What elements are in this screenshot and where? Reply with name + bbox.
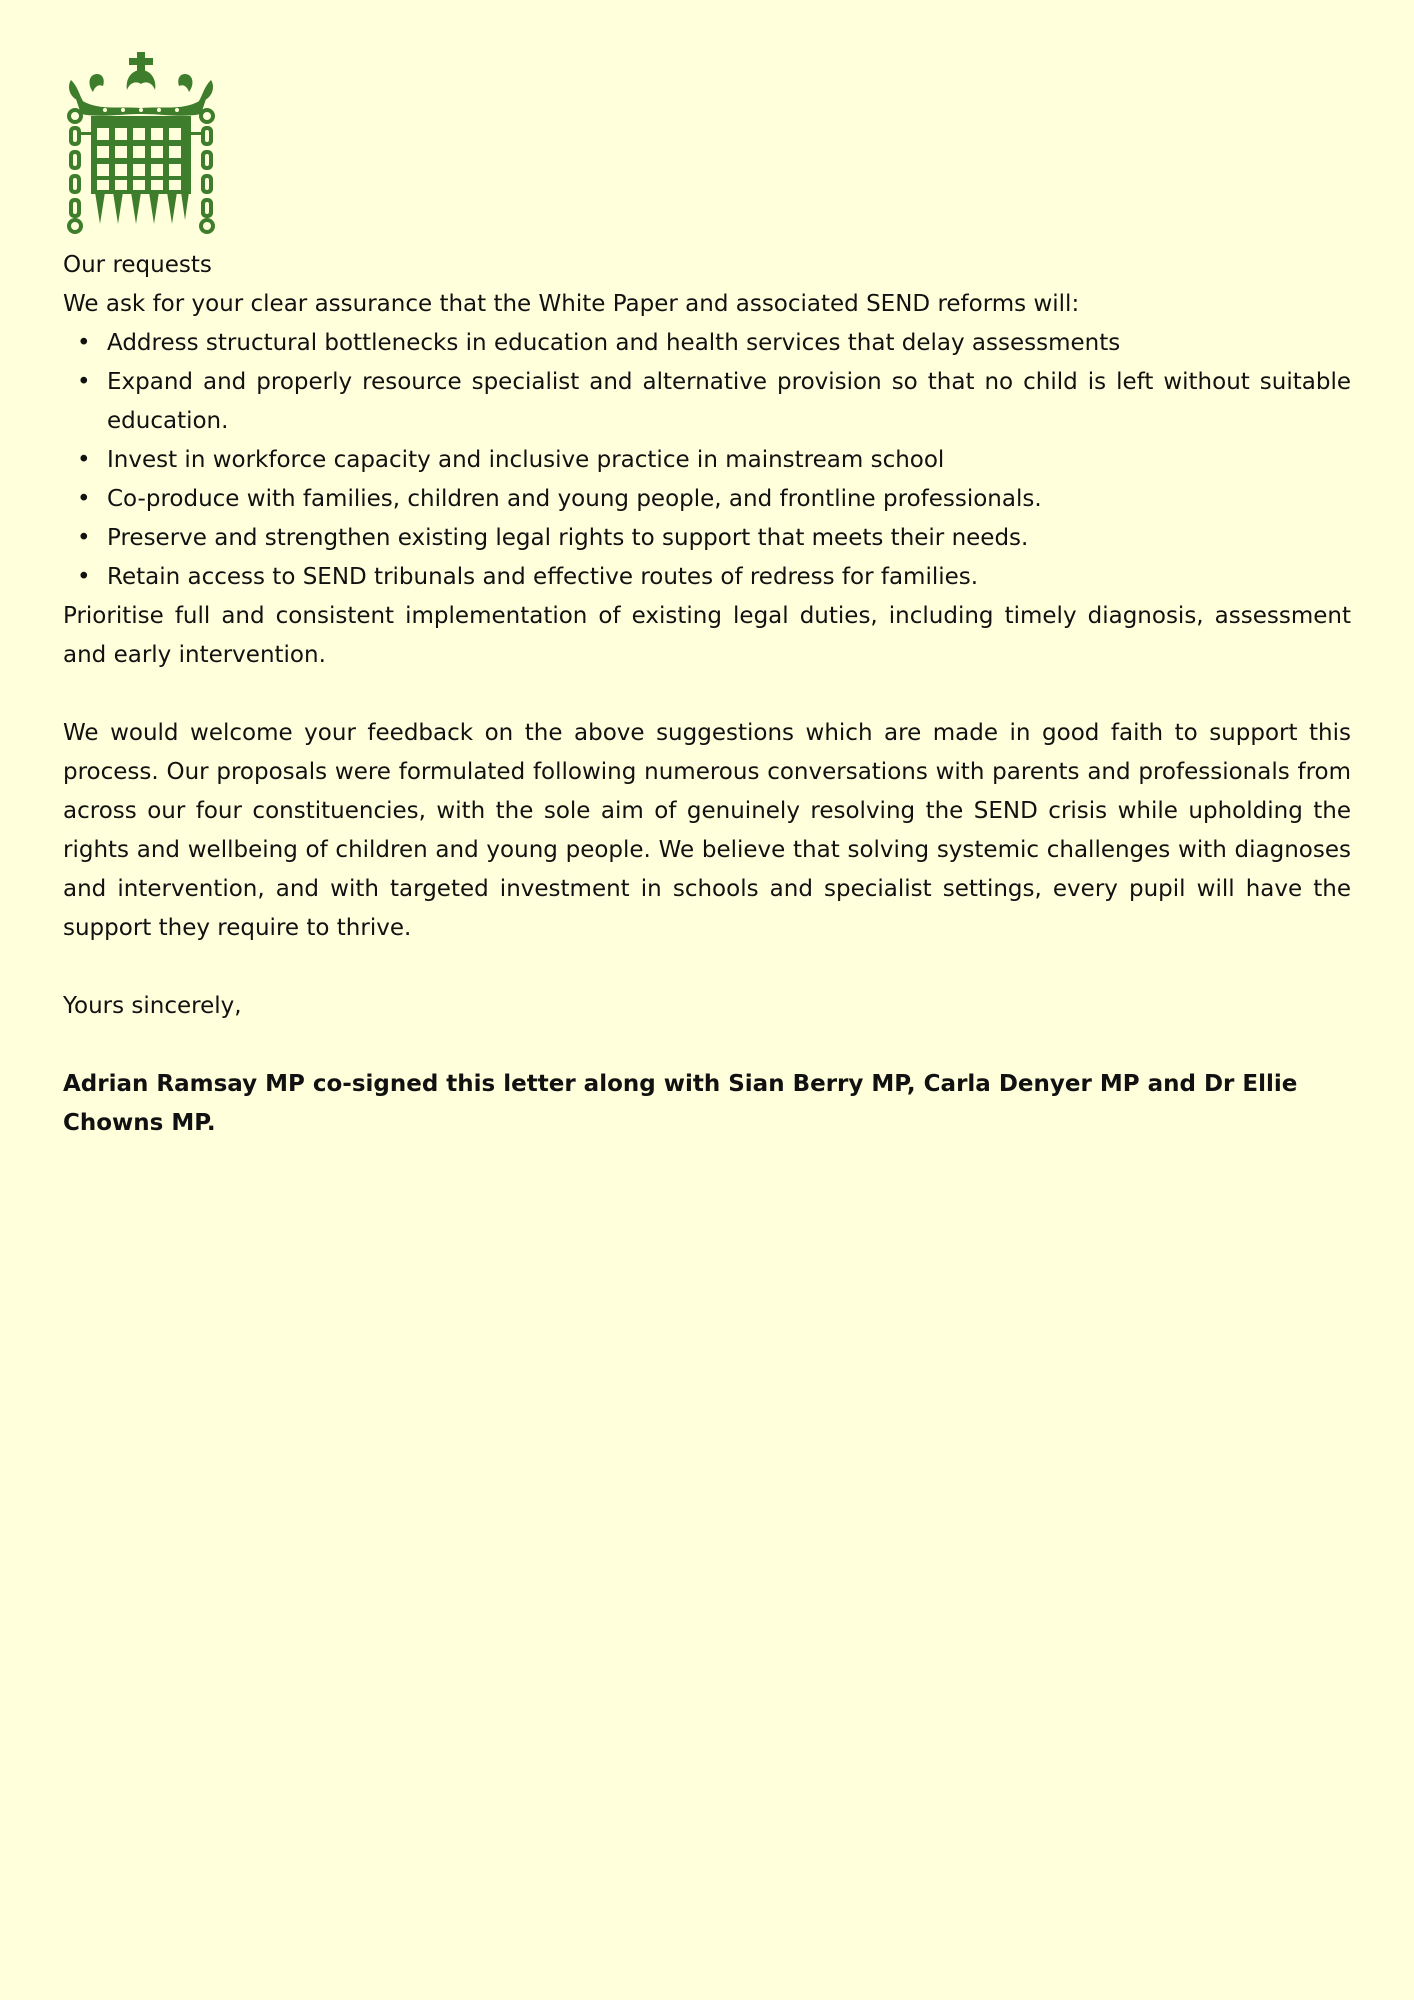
requests-list: [63, 324, 1351, 597]
paragraph-spacer: [63, 948, 1351, 987]
paragraph-spacer: [63, 675, 1351, 714]
feedback-paragraph: We would welcome your feedback on the above suggestions which are made in good faith to support this process. Our proposals were formulated following numerous conversations with parents and professionals from across our four constituencies, with the sole aim of genuinely resolving the SEND crisis while upholding the rights and wellbeing of children and young people. We believe that solving systemic challenges with diagnoses and intervention, and with targeted investment in schools and specialist settings, every pupil will have the support they require to thrive.: [63, 720, 1351, 941]
bullet-icon: •: [77, 369, 91, 395]
list-item: • Retain access to SEND tribunals and effective routes of redress for families.: [107, 558, 1351, 597]
list-item: • Invest in workforce capacity and inclusive practice in mainstream school: [107, 441, 1351, 480]
paragraph-spacer: [63, 1026, 1351, 1065]
list-item: • Co-produce with families, children and young people, and frontline professionals.: [107, 480, 1351, 519]
list-item: • Preserve and strengthen existing legal rights to support that meets their needs.: [107, 519, 1351, 558]
section-heading: Our requests: [63, 252, 212, 278]
portcullis-crown-icon: [65, 52, 217, 236]
cosigners-note: Adrian Ramsay MP co-signed this letter along with Sian Berry MP, Carla Denyer MP and Dr Ellie Chowns MP.: [63, 1071, 1298, 1136]
bullet-icon: •: [77, 447, 91, 473]
closing-salutation: Yours sincerely,: [63, 993, 242, 1019]
bullet-icon: •: [77, 486, 91, 512]
bullet-icon: •: [77, 525, 91, 551]
prioritise-paragraph: Prioritise full and consistent implementation of existing legal duties, including timely diagnosis, assessment and early intervention.: [63, 603, 1351, 668]
requests-intro: We ask for your clear assurance that the White Paper and associated SEND reforms will:: [63, 291, 1080, 317]
list-item: • Address structural bottlenecks in education and health services that delay assessments: [107, 324, 1351, 363]
bullet-icon: •: [77, 564, 91, 590]
bullet-icon: •: [77, 330, 91, 356]
letter-body: [63, 246, 1351, 1143]
list-item: • Expand and properly resource specialist and alternative provision so that no child is left without suitable education.: [107, 363, 1351, 441]
